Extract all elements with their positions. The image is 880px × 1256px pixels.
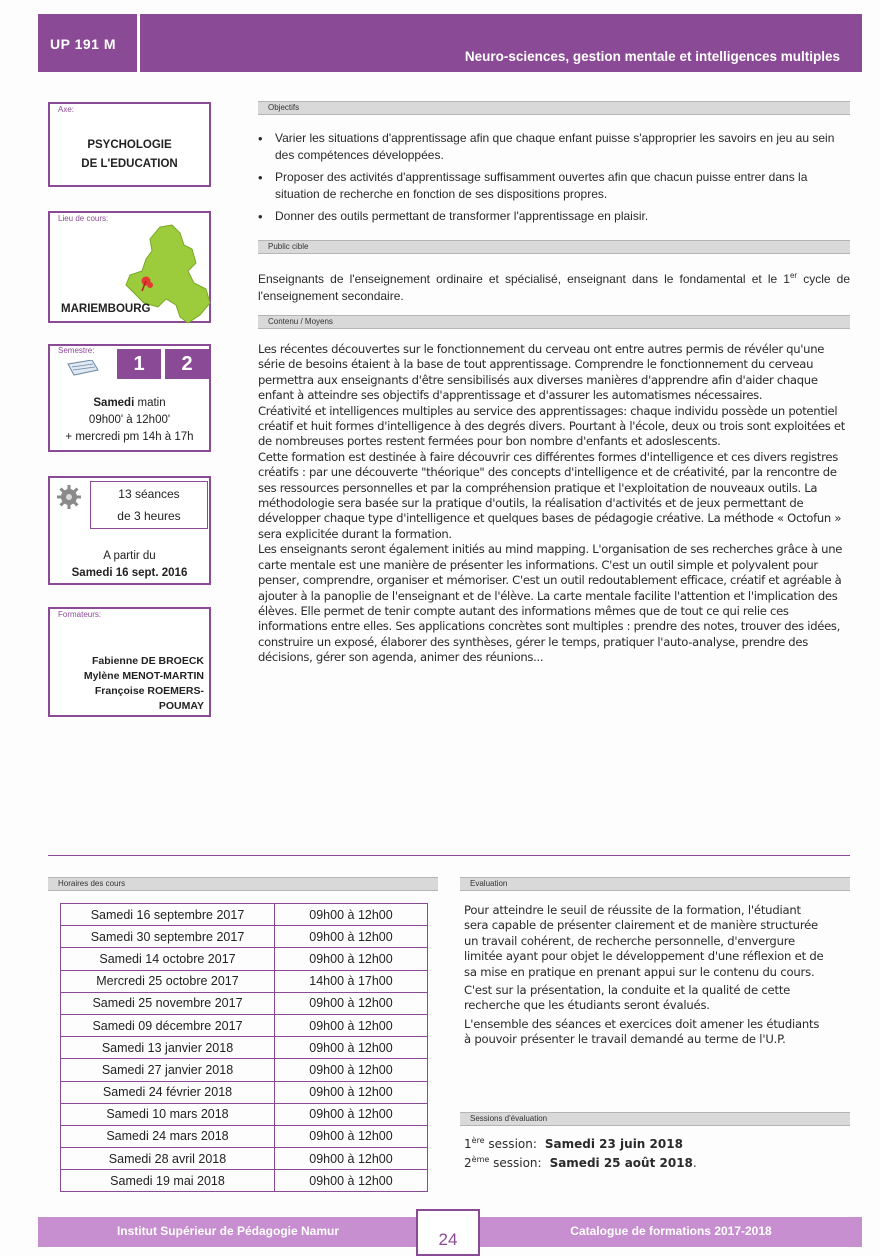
schedule-day: Samedi <box>93 397 135 409</box>
location-box <box>48 211 211 323</box>
schedule-time: 09h00 à 12h00 <box>275 1148 428 1170</box>
schedule-date: Samedi 24 mars 2018 <box>61 1125 275 1147</box>
section-title-evaluation: Evaluation <box>470 879 508 888</box>
objective-item: • Donner des outils permettant de transformer l'apprentissage en plaisir. <box>258 208 850 225</box>
contenu-body <box>258 342 850 666</box>
schedule-date: Samedi 30 septembre 2017 <box>61 926 275 948</box>
table-row <box>61 992 428 1014</box>
schedule-time: 09h00 à 12h00 <box>275 992 428 1014</box>
calendar-icon <box>66 360 100 376</box>
table-row <box>61 926 428 948</box>
schedule-hours: 09h00' à 12h00' <box>88 414 171 426</box>
trainers-label: Formateurs: <box>58 610 102 619</box>
schedule-date: Samedi 28 avril 2018 <box>61 1148 275 1170</box>
session-date: Samedi 23 juin 2018 <box>544 1137 683 1151</box>
table-row <box>61 970 428 992</box>
section-title-objectifs: Objectifs <box>268 103 300 112</box>
section-title-public: Public cible <box>268 242 309 251</box>
table-row <box>61 1103 428 1125</box>
start-info <box>50 548 209 582</box>
trainer-name: Fabienne DE BROECK <box>91 655 204 667</box>
section-bar-evaluation <box>460 877 850 891</box>
sessions-box <box>48 476 211 585</box>
footer-right <box>480 1217 862 1247</box>
eval-session-1 <box>464 1136 683 1151</box>
course-title: Neuro-sciences, gestion mentale et intelligences multiples <box>464 49 840 64</box>
start-label: A partir du <box>103 550 156 562</box>
contenu-paragraph: Créativité et intelligences multiples au service des apprentissages: chaque individu possède un potentiel créatif et huit formes d'intelligence à des degrés divers. Pourtant à l'école, deux ou trois sont exploitées et de nombreuses portes restent fermées pour bon nombre d'enfants et adoslescents. <box>258 403 845 449</box>
contenu-paragraph: Les récentes découvertes sur le fonctionnement du cerveau ont entre autres permis de révéler qu'une série de besoins étaient à la base de tout apprentissage. Comprendre le fonctionnement du cerveau permettra aux enseignants d'être sensibilisés aux diverses manières d'apprendre afin d'aider chaque enfant à atteindre ses objectifs d'apprentissage et d'assurer les automatismes nécessaires. <box>258 342 825 403</box>
session-date: Samedi 25 août 2018 <box>549 1156 693 1170</box>
table-row <box>61 904 428 926</box>
trainer-name: POUMAY <box>158 700 204 712</box>
axe-line-2: DE L'EDUCATION <box>81 158 178 170</box>
section-title-horaires: Horaires des cours <box>58 879 126 888</box>
section-title-contenu: Contenu / Moyens <box>268 317 333 326</box>
table-row <box>61 1170 428 1192</box>
course-code: UP 191 M <box>38 14 140 72</box>
section-bar-sessions-eval <box>460 1112 850 1126</box>
session-sup: ère <box>471 1136 485 1145</box>
schedule-time: 09h00 à 12h00 <box>275 1081 428 1103</box>
schedule-date: Samedi 10 mars 2018 <box>61 1103 275 1125</box>
evaluation-paragraph: Pour atteindre le seuil de réussite de la formation, l'étudiant sera capable de présenter clairement et de manière structurée un travail cohérent, de recherche personnelle, d'envergure limitée ayant pour objet le développement d'une réflexion et de sa mise en pratique en prenant appui sur le contenu du cours. <box>464 903 824 979</box>
table-row <box>61 948 428 970</box>
footer-institute: Institut Supérieur de Pédagogie Namur <box>116 1224 340 1238</box>
evaluation-text <box>464 903 828 1051</box>
session-label: session: <box>484 1137 537 1151</box>
trainer-list <box>84 654 204 714</box>
header-banner <box>38 14 862 72</box>
trainer-name: Françoise ROEMERS- <box>94 685 204 697</box>
semester-1-badge: 1 <box>117 349 161 379</box>
session-tail: . <box>692 1156 697 1170</box>
schedule-time: 09h00 à 12h00 <box>275 1059 428 1081</box>
trainer-name: Mylène MENOT-MARTIN <box>83 670 204 682</box>
footer-catalogue: Catalogue de formations 2017-2018 <box>570 1224 772 1238</box>
schedule-date: Samedi 09 décembre 2017 <box>61 1014 275 1036</box>
section-bar-objectifs <box>258 101 850 115</box>
public-text-b: cycle de l'enseignement secondaire. <box>258 272 851 303</box>
axe-label: Axe: <box>58 105 75 114</box>
section-bar-horaires <box>48 877 438 891</box>
schedule-date: Mercredi 25 octobre 2017 <box>61 970 275 992</box>
schedule-extra: + mercredi pm 14h à 17h <box>65 431 194 443</box>
footer-left <box>38 1217 418 1247</box>
schedule-time: 09h00 à 12h00 <box>275 904 428 926</box>
table-row <box>61 1081 428 1103</box>
schedule-time: 09h00 à 12h00 <box>275 1125 428 1147</box>
schedule-time: 09h00 à 12h00 <box>275 1103 428 1125</box>
evaluation-paragraph: C'est sur la présentation, la conduite et la qualité de cette recherche que les étudiants seront évalués. <box>464 983 791 1013</box>
contenu-paragraph: Cette formation est destinée à faire découvrir ces différentes formes d'intelligence et ces divers registres créatifs : par une découverte "théorique" des concepts d'intelligence et de créativité, par la rencontre de ses ressources personnelles et par la compréhension pratique et l'exploitation de nouveaux outils. La méthodologie sera basée sur la pratique d'outils, la réalisation d'activités et de jeux permettant de développer chaque type d'intelligence et quelques bases de pédagogie créative. La méthode « Octofun » sera explicitée durant la formation. <box>258 449 842 541</box>
axe-value <box>50 136 209 174</box>
table-row <box>61 1014 428 1036</box>
public-sup: er <box>789 271 798 280</box>
session-num: 2 <box>464 1156 472 1170</box>
start-date: Samedi 16 sept. 2016 <box>71 567 188 579</box>
semester-schedule <box>50 395 209 446</box>
evaluation-paragraph: L'ensemble des séances et exercices doit amener les étudiants à pouvoir présenter le travail demandé au terme de l'U.P. <box>464 1016 820 1047</box>
schedule-date: Samedi 19 mai 2018 <box>61 1170 275 1192</box>
city-name: MARIEMBOURG <box>61 303 151 315</box>
location-label: Lieu de cours: <box>58 214 109 223</box>
session-label: session: <box>489 1156 542 1170</box>
schedule-table <box>60 903 428 1192</box>
schedule-time: 14h00 à 17h00 <box>275 970 428 992</box>
table-row <box>61 1059 428 1081</box>
semester-label: Semestre: <box>58 346 95 355</box>
gear-icon <box>56 484 82 510</box>
section-divider <box>48 855 850 856</box>
semester-box <box>48 344 211 452</box>
schedule-date: Samedi 13 janvier 2018 <box>61 1037 275 1059</box>
table-row <box>61 1125 428 1147</box>
eval-session-2 <box>464 1155 697 1170</box>
session-num: 1 <box>464 1137 472 1151</box>
sessions-count-box <box>90 481 208 529</box>
section-title-sessions-eval: Sessions d'évaluation <box>470 1114 548 1123</box>
trainers-box <box>48 607 211 717</box>
page-number: 24 <box>416 1209 480 1256</box>
session-sup: ème <box>471 1155 490 1164</box>
objectives-list <box>258 130 850 230</box>
sessions-duration: de 3 heures <box>117 509 181 523</box>
schedule-time: 09h00 à 12h00 <box>275 1170 428 1192</box>
semester-2-badge: 2 <box>165 349 209 379</box>
schedule-period: matin <box>134 397 166 409</box>
public-text-a: Enseignants de l'enseignement ordinaire et spécialisé, enseignant dans le fondamental et le 1 <box>258 272 790 286</box>
schedule-date: Samedi 16 septembre 2017 <box>61 904 275 926</box>
schedule-time: 09h00 à 12h00 <box>275 926 428 948</box>
contenu-paragraph: Les enseignants seront également initiés au mind mapping. L'organisation de ses recherches grâce à une carte mentale est une manière de présenter les informations. C'est un outil simple et polyvalent pour penser, comprendre, organiser et mémoriser. C'est un outil redoutablement efficace, créatif et agréable à ajouter à la panoplie de l'enseignant et de l'élève. La carte mentale facilite l'attention et l'implication des élèves. Elle permet de tenir compte autant des informations mêmes que de tout ce qui relie ces informations entre elles. Ses applications concrètes sont multiples : prendre des notes, trouver des idées, construire un exposé, élaborer des synthèses, gérer le temps, pratiquer l'auto-analyse, prendre des décisions, gérer son agenda, animer des réunions... <box>258 542 843 665</box>
objective-item: • Varier les situations d'apprentissage afin que chaque enfant puisse s'approprier les savoirs en jeu au sein des compétences développées. <box>258 130 850 164</box>
schedule-time: 09h00 à 12h00 <box>275 1014 428 1036</box>
objective-item: • Proposer des activités d'apprentissage suffisamment ouvertes afin que chacun puisse entrer dans la situation de recherche en fonction de ses dispositions propres. <box>258 169 850 203</box>
section-bar-public <box>258 240 850 254</box>
table-row <box>61 1037 428 1059</box>
schedule-time: 09h00 à 12h00 <box>275 948 428 970</box>
public-text <box>258 267 850 305</box>
schedule-date: Samedi 14 octobre 2017 <box>61 948 275 970</box>
schedule-date: Samedi 25 novembre 2017 <box>61 992 275 1014</box>
table-row <box>61 1148 428 1170</box>
sessions-count: 13 séances <box>118 487 180 501</box>
schedule-date: Samedi 24 février 2018 <box>61 1081 275 1103</box>
axe-box <box>48 102 211 187</box>
axe-line-1: PSYCHOLOGIE <box>87 139 172 151</box>
schedule-time: 09h00 à 12h00 <box>275 1037 428 1059</box>
section-bar-contenu <box>258 315 850 329</box>
schedule-date: Samedi 27 janvier 2018 <box>61 1059 275 1081</box>
